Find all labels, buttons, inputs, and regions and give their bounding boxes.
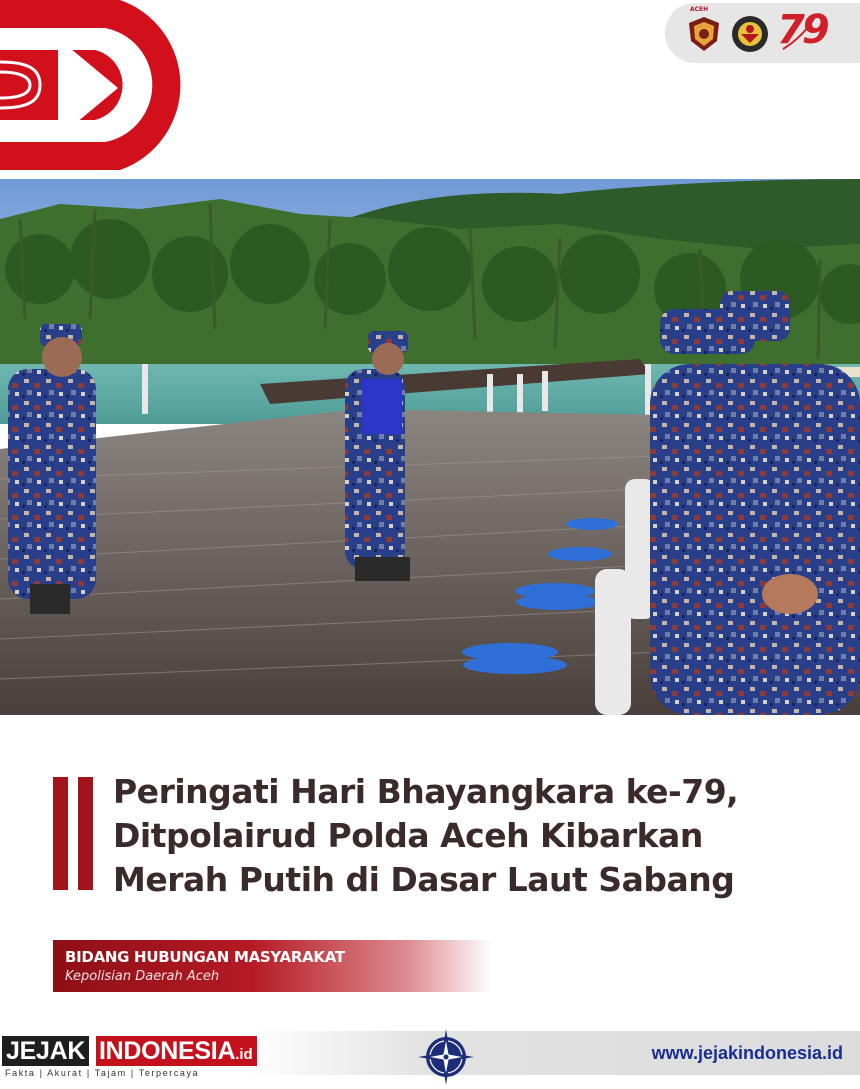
institution-badges — [665, 3, 860, 63]
humas-subtitle: Kepolisian Daerah Aceh — [65, 969, 220, 984]
polri-crest-icon — [685, 15, 723, 53]
brand-name-indonesia: INDONESIA — [99, 1037, 236, 1065]
humas-banner — [53, 940, 493, 992]
website-link[interactable]: www.jejakindonesia.id — [651, 1043, 843, 1063]
brand-name-part1: JEJAK — [2, 1036, 89, 1066]
bhayangkara-79-logo — [777, 7, 847, 57]
headline — [113, 770, 813, 902]
brand-tld: .id — [235, 1046, 253, 1063]
polda-aceh-crest-icon — [731, 15, 769, 53]
anniversary-number: 79 — [777, 7, 827, 53]
humas-title: BIDANG HUBUNGAN MASYARAKAT — [65, 948, 345, 966]
compass-rose-icon — [414, 1028, 478, 1086]
brand-tagline: Fakta | Akurat | Tajam | Terpercaya — [5, 1068, 200, 1078]
brand-name-part2 — [96, 1036, 257, 1066]
photo-divers-on-pier — [0, 179, 860, 715]
headline-line-1: Peringati Hari Bhayangkara ke-79, — [113, 772, 739, 811]
headline-accent-bars — [53, 777, 95, 890]
footer — [0, 1028, 860, 1089]
headline-line-2: Ditpolairud Polda Aceh Kibarkan — [113, 816, 703, 855]
brand-logo-mark — [0, 0, 200, 170]
aceh-label: ACEH — [690, 6, 709, 13]
headline-line-3: Merah Putih di Dasar Laut Sabang — [113, 860, 735, 899]
